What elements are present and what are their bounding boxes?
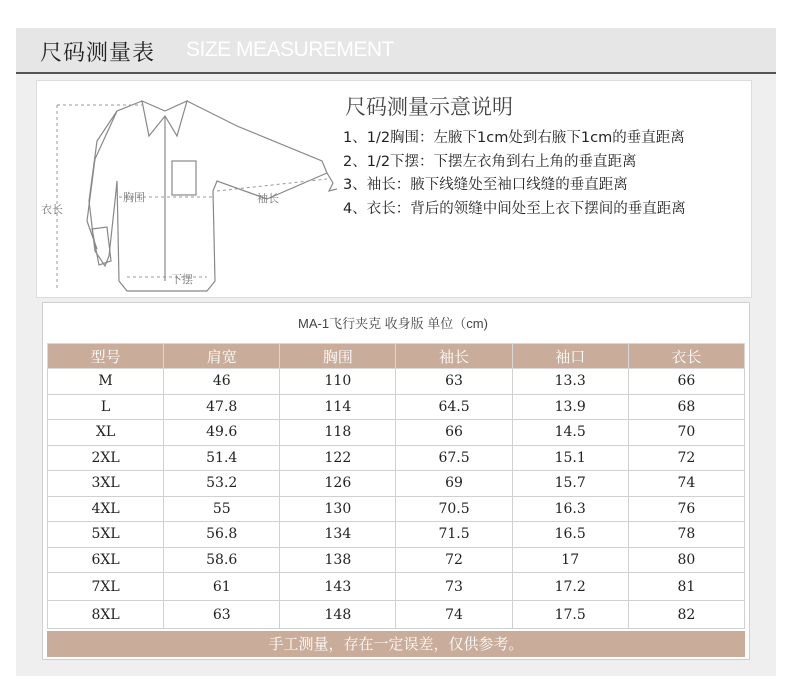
table-cell: 53.2 bbox=[164, 471, 280, 497]
table-cell: 7XL bbox=[48, 573, 164, 601]
table-cell: 126 bbox=[280, 471, 396, 497]
table-cell: 63 bbox=[164, 601, 280, 629]
note-item: 2、1/2下摆：下摆左衣角到右上角的垂直距离 bbox=[343, 153, 637, 170]
table-cell: 2XL bbox=[48, 445, 164, 471]
table-cell: 74 bbox=[396, 601, 512, 629]
table-cell: L bbox=[48, 394, 164, 420]
table-cell: 138 bbox=[280, 547, 396, 573]
table-cell: 16.3 bbox=[512, 496, 628, 522]
table-cell: 55 bbox=[164, 496, 280, 522]
table-cell: 3XL bbox=[48, 471, 164, 497]
table-row bbox=[48, 369, 745, 395]
table-row bbox=[48, 522, 745, 548]
table-cell: 58.6 bbox=[164, 547, 280, 573]
table-cell: 63 bbox=[396, 369, 512, 395]
note-item: 1、1/2胸围：左腋下1cm处到右腋下1cm的垂直距离 bbox=[343, 130, 685, 146]
table-cell: 143 bbox=[280, 573, 396, 601]
note-item: 3、袖长：腋下线缝处至袖口线缝的垂直距离 bbox=[343, 177, 628, 193]
table-cell: 114 bbox=[280, 394, 396, 420]
table-cell: 5XL bbox=[48, 522, 164, 548]
table-cell: 13.9 bbox=[512, 394, 628, 420]
measurement-illustration-panel bbox=[36, 80, 752, 298]
table-cell: 118 bbox=[280, 420, 396, 446]
header-bar bbox=[16, 28, 776, 74]
table-cell: 66 bbox=[628, 369, 744, 395]
table-cell: 80 bbox=[628, 547, 744, 573]
notes-list bbox=[343, 127, 686, 221]
page-subtitle: SIZE MEASUREMENT bbox=[186, 38, 394, 61]
table-row bbox=[48, 471, 745, 497]
table-cell: 134 bbox=[280, 522, 396, 548]
table-cell: 68 bbox=[628, 394, 744, 420]
table-cell: 110 bbox=[280, 369, 396, 395]
table-row bbox=[48, 573, 745, 601]
table-cell: 15.1 bbox=[512, 445, 628, 471]
table-cell: 66 bbox=[396, 420, 512, 446]
table-caption: MA-1飞行夹克 收身版 单位（cm) bbox=[298, 316, 488, 331]
table-cell: 49.6 bbox=[164, 420, 280, 446]
table-row bbox=[48, 420, 745, 446]
table-header-row bbox=[48, 344, 745, 369]
table-cell: 14.5 bbox=[512, 420, 628, 446]
table-row bbox=[48, 496, 745, 522]
table-cell: 47.8 bbox=[164, 394, 280, 420]
table-cell: 64.5 bbox=[396, 394, 512, 420]
table-row bbox=[48, 394, 745, 420]
table-cell: 16.5 bbox=[512, 522, 628, 548]
table-cell: M bbox=[48, 369, 164, 395]
table-cell: 74 bbox=[628, 471, 744, 497]
size-table-panel bbox=[42, 302, 750, 660]
table-cell: 17 bbox=[512, 547, 628, 573]
table-cell: 76 bbox=[628, 496, 744, 522]
table-cell: 72 bbox=[628, 445, 744, 471]
table-cell: 13.3 bbox=[512, 369, 628, 395]
table-cell: 67.5 bbox=[396, 445, 512, 471]
table-row bbox=[48, 445, 745, 471]
label-length: 衣长 bbox=[41, 203, 63, 216]
table-row bbox=[48, 601, 745, 629]
label-hem: 下摆 bbox=[171, 273, 193, 286]
table-cell: XL bbox=[48, 420, 164, 446]
table-cell: 73 bbox=[396, 573, 512, 601]
table-cell: 148 bbox=[280, 601, 396, 629]
page-title: 尺码测量表 bbox=[40, 41, 156, 66]
shirt-diagram bbox=[37, 81, 337, 299]
table-cell: 71.5 bbox=[396, 522, 512, 548]
table-row bbox=[48, 547, 745, 573]
table-cell: 69 bbox=[396, 471, 512, 497]
table-cell: 15.7 bbox=[512, 471, 628, 497]
col-header-length: 衣长 bbox=[628, 344, 744, 369]
table-cell: 81 bbox=[628, 573, 744, 601]
col-header-shoulder: 肩宽 bbox=[164, 344, 280, 369]
table-cell: 6XL bbox=[48, 547, 164, 573]
col-header-chest: 胸围 bbox=[280, 344, 396, 369]
table-cell: 130 bbox=[280, 496, 396, 522]
label-chest: 胸围 bbox=[123, 191, 145, 204]
table-cell: 61 bbox=[164, 573, 280, 601]
table-cell: 8XL bbox=[48, 601, 164, 629]
table-cell: 122 bbox=[280, 445, 396, 471]
table-cell: 70 bbox=[628, 420, 744, 446]
table-cell: 72 bbox=[396, 547, 512, 573]
col-header-sleeve: 袖长 bbox=[396, 344, 512, 369]
table-cell: 17.5 bbox=[512, 601, 628, 629]
table-cell: 78 bbox=[628, 522, 744, 548]
table-cell: 51.4 bbox=[164, 445, 280, 471]
col-header-size: 型号 bbox=[48, 344, 164, 369]
note-item: 4、衣长：背后的领缝中间处至上衣下摆间的垂直距离 bbox=[343, 200, 686, 217]
table-cell: 46 bbox=[164, 369, 280, 395]
table-cell: 56.8 bbox=[164, 522, 280, 548]
table-cell: 4XL bbox=[48, 496, 164, 522]
notes-title: 尺码测量示意说明 bbox=[345, 95, 513, 119]
table-cell: 70.5 bbox=[396, 496, 512, 522]
table-cell: 82 bbox=[628, 601, 744, 629]
label-sleeve: 袖长 bbox=[257, 192, 279, 205]
size-table bbox=[47, 343, 745, 629]
footer-note: 手工测量，存在一定误差，仅供参考。 bbox=[47, 631, 745, 657]
table-cell: 17.2 bbox=[512, 573, 628, 601]
col-header-cuff: 袖口 bbox=[512, 344, 628, 369]
